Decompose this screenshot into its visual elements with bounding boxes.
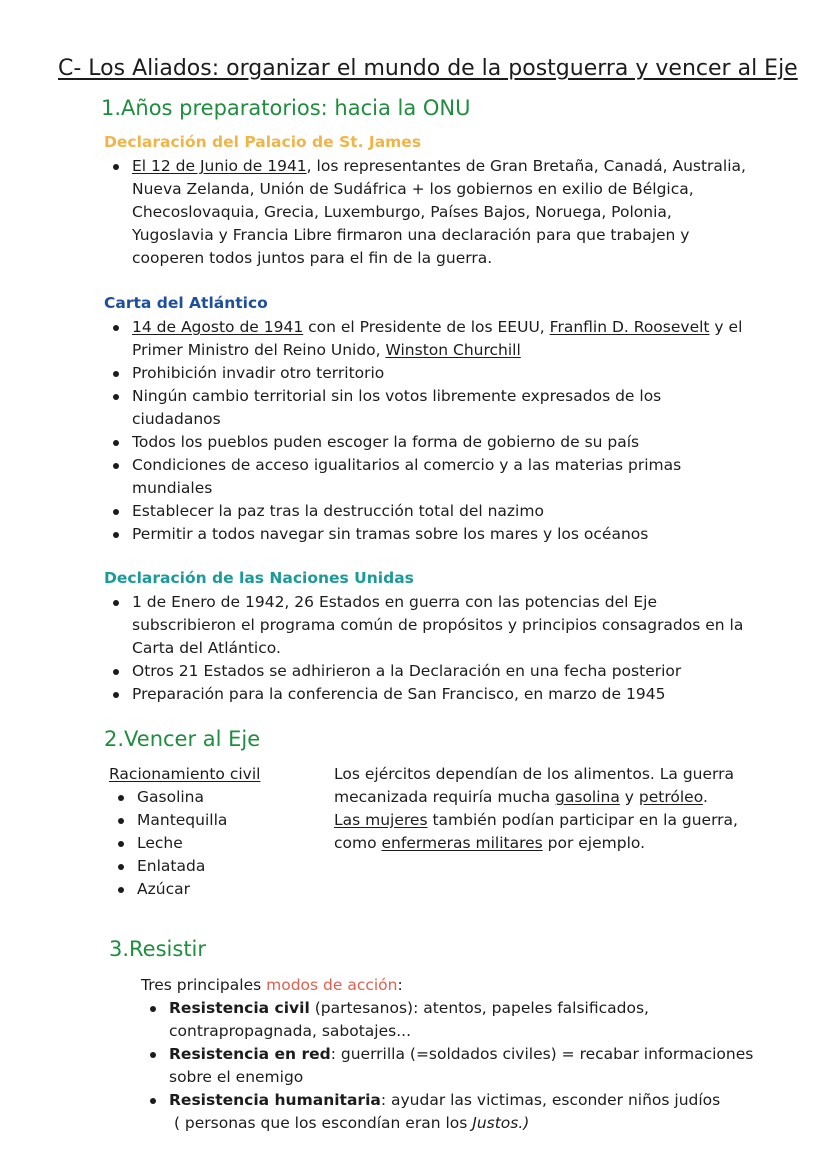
- section-heading-1: 1.Años preparatorios: hacia la ONU: [101, 96, 471, 120]
- atlantic-list: [103, 316, 803, 546]
- st-james-list: [103, 155, 803, 270]
- un-declaration-list: [103, 591, 813, 706]
- subheading-st-james: Declaración del Palacio de St. James: [104, 133, 422, 151]
- list-item: El 12 de Junio de 1941, los representantes de Gran Bretaña, Canadá, Australia, Nueva Zelanda, Unión de Sudáfrica + los gobiernos en exilio de Bélgica, Checoslovaquia, Grecia, Luxemburgo, Países Bajos, Noruega, Polonia, Yugoslavia y Francia Libre firmaron una declaración para que trabajen y cooperen todos juntos para el fin de la guerra.: [103, 155, 803, 270]
- subheading-un-declaration: Declaración de las Naciones Unidas: [104, 569, 414, 587]
- modes-term: modos de acción: [266, 976, 398, 994]
- gasoline-term: gasolina: [555, 788, 620, 806]
- list-item: Leche: [108, 832, 308, 855]
- section-heading-2: 2.Vencer al Eje: [104, 727, 261, 751]
- list-item: 1 de Enero de 1942, 26 Estados en guerra con las potencias del Eje subscribieron el programa común de propósitos y principios consagrados en la Carta del Atlántico.: [103, 591, 813, 660]
- list-item: Ningún cambio territorial sin los votos libremente expresados de los ciudadanos: [103, 385, 803, 431]
- petroleum-term: petróleo: [638, 788, 703, 806]
- subheading-atlantic: Carta del Atlántico: [104, 294, 268, 312]
- list-item: 14 de Agosto de 1941 con el Presidente de los EEUU, Franflin D. Roosevelt y el Primer Ministro del Reino Unido, Winston Churchill: [103, 316, 803, 362]
- list-item: Preparación para la conferencia de San Francisco, en marzo de 1945: [103, 683, 813, 706]
- list-item: Resistencia humanitaria: ayudar las victimas, esconder niños judíos ( personas que los escondían eran los Justos.): [140, 1089, 810, 1135]
- list-item: Resistencia civil (partesanos): atentos, papeles falsificados, contrapropagnada, sabotajes...: [140, 997, 810, 1043]
- list-item: Mantequilla: [108, 809, 308, 832]
- list-item: Condiciones de acceso igualitarios al comercio y a las materias primas mundiales: [103, 454, 803, 500]
- date-text: 14 de Agosto de 1941: [132, 318, 304, 336]
- list-item: Prohibición invadir otro territorio: [103, 362, 803, 385]
- list-item: Resistencia en red: guerrilla (=soldados civiles) = recabar informaciones sobre el enemigo: [140, 1043, 810, 1089]
- list-item: Otros 21 Estados se adhirieron a la Declaración en una fecha posterior: [103, 660, 813, 683]
- armies-paragraph: Los ejércitos dependían de los alimentos. La guerra mecanizada requiría mucha gasolina y petróleo. Las mujeres también podían participar en la guerra, como enfermeras militares por ejemplo.: [334, 765, 738, 852]
- list-item: Enlatada: [108, 855, 308, 878]
- page-title: C- Los Aliados: organizar el mundo de la postguerra y vencer al Eje: [58, 56, 798, 81]
- date-text: El 12 de Junio de 1941: [132, 157, 307, 175]
- resistance-intro: Tres principales modos de acción:: [141, 976, 403, 994]
- nurses-term: enfermeras militares: [381, 834, 543, 852]
- justos-term: Justos.): [472, 1114, 530, 1132]
- section-heading-3: 3.Resistir: [109, 937, 207, 961]
- list-item: Establecer la paz tras la destrucción total del nazimo: [103, 500, 803, 523]
- list-item: Azúcar: [108, 878, 308, 901]
- rationing-list: [108, 786, 308, 901]
- women-term: Las mujeres: [334, 811, 428, 829]
- rationing-label: Racionamiento civil: [109, 765, 261, 783]
- list-item: Todos los pueblos puden escoger la forma de gobierno de su país: [103, 431, 803, 454]
- churchill-link: Winston Churchill: [385, 341, 521, 359]
- roosevelt-link: Franflin D. Roosevelt: [549, 318, 710, 336]
- list-item: Permitir a todos navegar sin tramas sobre los mares y los océanos: [103, 523, 803, 546]
- resistance-list: [140, 997, 810, 1135]
- list-item: Gasolina: [108, 786, 308, 809]
